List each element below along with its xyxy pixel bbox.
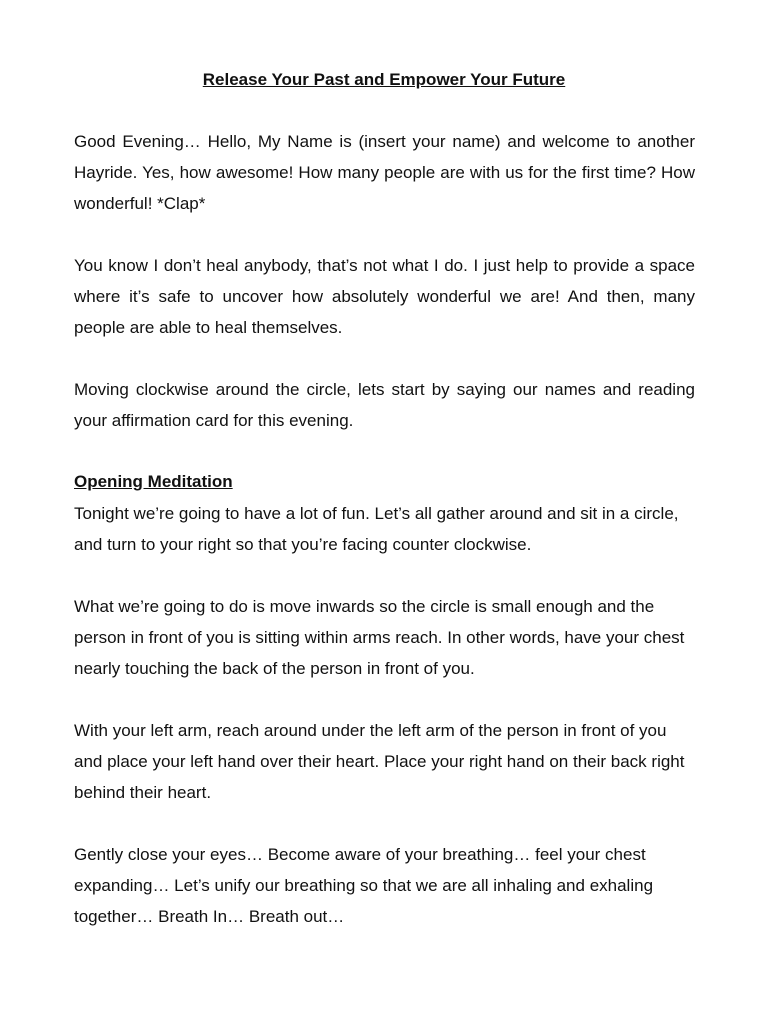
document-title: Release Your Past and Empower Your Future: [202, 70, 566, 89]
intro-paragraph: Good Evening… Hello, My Name is (insert your name) and welcome to another Hayride. Yes, how awesome! How many people are with us for the first time? How wonderful! *Clap*: [74, 132, 695, 213]
meditation-paragraph-move-inwards: What we’re going to do is move inwards so the circle is small enough and the person in front of you is sitting within arms reach. In other words, have your chest nearly touching the back of the person in front of you.: [74, 597, 685, 678]
meditation-paragraph-hand-placement: With your left arm, reach around under the left arm of the person in front of you and place your left hand over their heart. Place your right hand on their back right behind their heart.: [74, 721, 685, 802]
section-heading-opening-meditation: Opening Meditation: [74, 472, 233, 491]
meditation-paragraph-gather: Tonight we’re going to have a lot of fun. Let’s all gather around and sit in a circle, and turn to your right so that you’re facing counter clockwise.: [74, 504, 679, 554]
circle-introduction-paragraph: Moving clockwise around the circle, lets start by saying our names and reading your affirmation card for this evening.: [74, 380, 695, 430]
healing-paragraph: You know I don’t heal anybody, that’s not what I do. I just help to provide a space where it’s safe to uncover how absolutely wonderful we are! And then, many people are able to heal themselves.: [74, 256, 695, 337]
meditation-paragraph-breathing: Gently close your eyes… Become aware of your breathing… feel your chest expanding… Let’s unify our breathing so that we are all inhaling and exhaling together… Breath In… Breath out…: [74, 845, 654, 926]
